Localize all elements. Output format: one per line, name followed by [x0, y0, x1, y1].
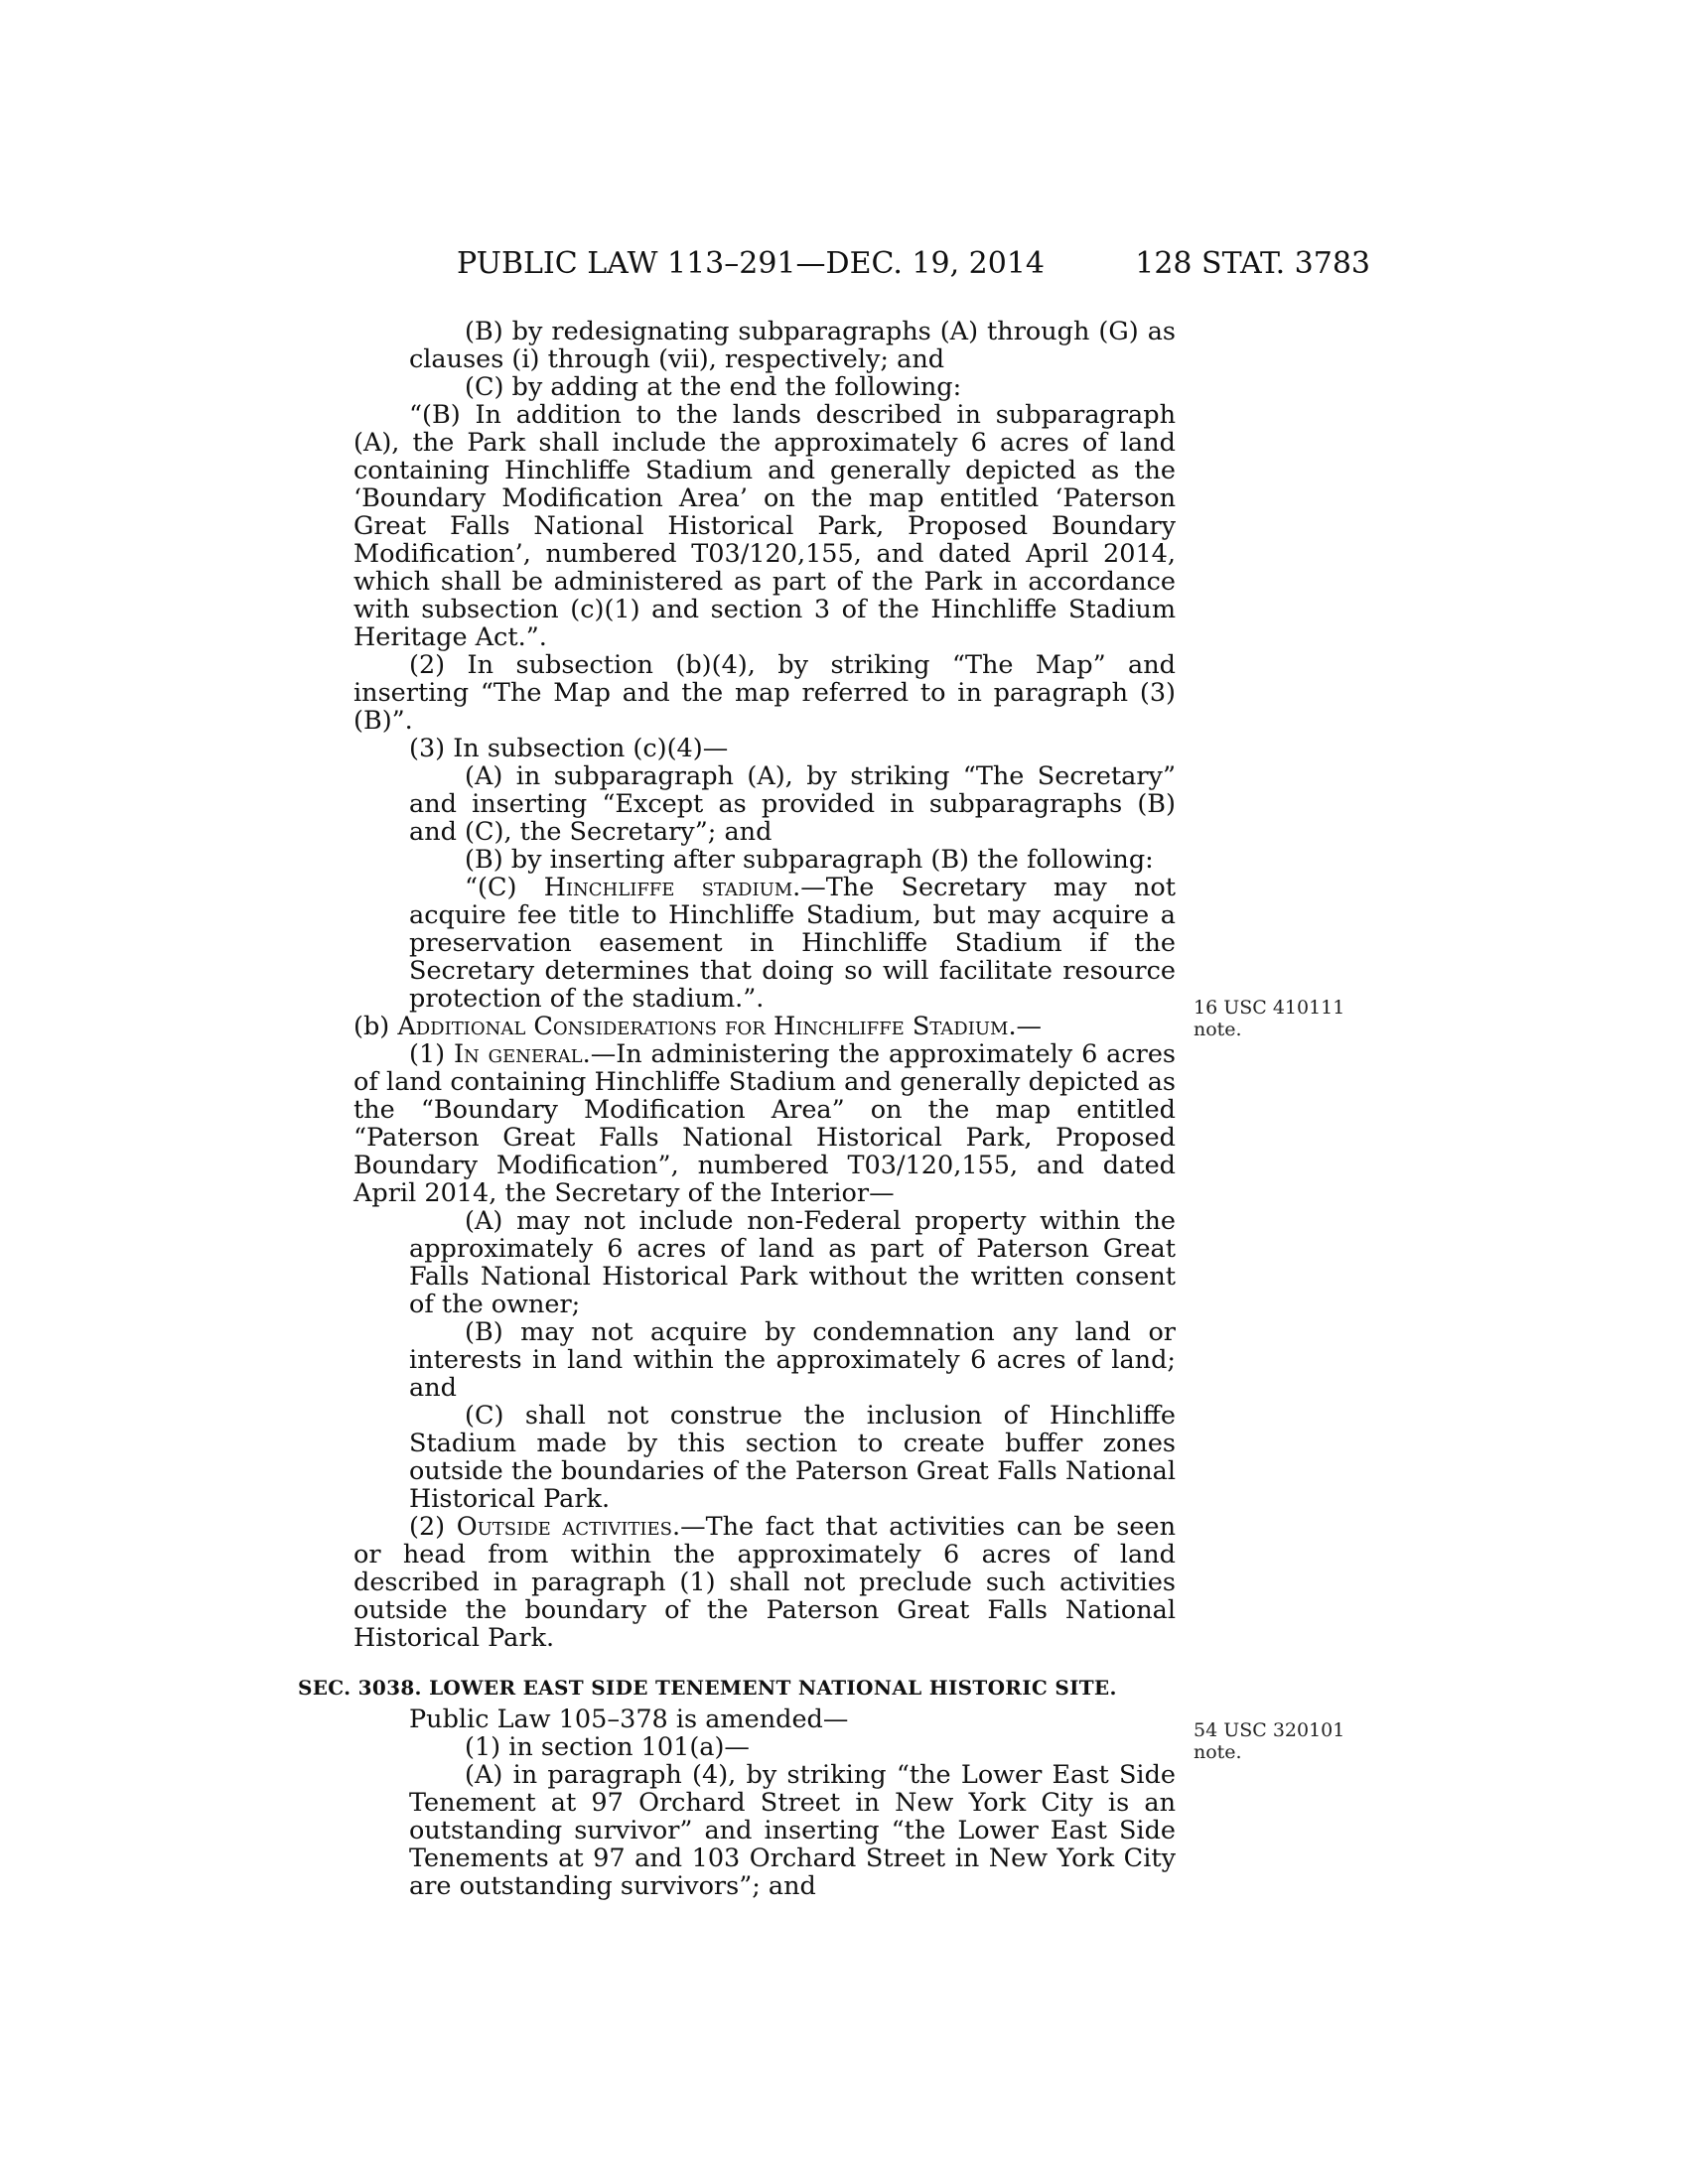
paragraph-c-adding: (C) by adding at the end the following: [465, 372, 962, 402]
paragraph-a-striking-secretary: (A) in subparagraph (A), by striking “The Secretary” and inserting “Except as provided in subparagraphs (B) and (C), the Secretary”; and [409, 761, 1176, 847]
paragraph-a-orchard-street: (A) in paragraph (4), by striking “the Lower East Side Tenement at 97 Orchard Street in New York City is an outstanding survivor” and inserting “the Lower East Side Tenements at 97 and 103 Orchard Street in New York City are outstanding survivors”; and [409, 1760, 1176, 1901]
statute-body [298, 317, 1177, 1901]
paragraph-b-inserting-after: (B) by inserting after subparagraph (B) the following: [465, 845, 1154, 875]
paragraph-b-redesignating: (B) by redesignating subparagraphs (A) through (G) as clauses (i) through (vii), respectively; and [409, 317, 1176, 374]
small-caps-heading: Outside activities [456, 1512, 672, 1542]
paragraph-2-subsection-b4: (2) In subsection (b)(4), by striking “The Map” and inserting “The Map and the map referred to in paragraph (3)(B)”. [353, 650, 1176, 736]
section-heading: SEC. 3038. LOWER EAST SIDE TENEMENT NATIONAL HISTORIC SITE. [298, 1676, 1117, 1700]
text-rest: .—The fact that activities can be seen or head from within the approximately 6 acres of land described in paragraph (1) shall not preclude such activities outside the boundary of the Paterson Great Falls National Historical Park. [353, 1512, 1176, 1653]
text-lead: (1) [409, 1039, 454, 1069]
paragraph-2-outside-activities [353, 1513, 1176, 1652]
running-header [457, 246, 1370, 286]
text-rest: .—In administering the approximately 6 acres of land containing Hinchliffe Stadium and generally depicted as the “Boundary Modification Area” on the map entitled “Paterson Great Falls National Historical Park, Proposed Boundary Modification”, numbered T03/120,155, and dated April 2014, the Secretary of the Interior— [353, 1039, 1177, 1208]
paragraph-quoted-b-lands: “(B) In addition to the lands described in subparagraph (A), the Park shall include the approximately 6 acres of land containing Hinchliffe Stadium and generally depicted as the ‘Boundary Modification Area’ on the map entitled ‘Paterson Great Falls National Historical Park, Proposed Boundary Modification’, numbered T03/120,155, and dated April 2014, which shall be administered as part of the Park in accordance with subsection (c)(1) and section 3 of the Hinchliffe Stadium Heritage Act.”. [353, 400, 1176, 652]
subsection-b-heading [353, 1013, 1176, 1040]
text-lead: “(C) [465, 873, 544, 902]
small-caps-heading: Additional Considerations for Hinchliffe Stadium [397, 1012, 1009, 1041]
paragraph-b-condemnation: (B) may not acquire by condemnation any land or interests in land within the approximately 6 acres of land; and [409, 1317, 1176, 1403]
small-caps-heading: Hinchliffe stadium [543, 873, 793, 902]
paragraph-1-section-101a: (1) in section 101(a)— [465, 1732, 750, 1762]
paragraph-a-non-federal: (A) may not include non-Federal property within the approximately 6 acres of land as part of Paterson Great Falls National Historical Park without the written consent of the owner; [409, 1206, 1176, 1319]
margin-note-usc-320101 [1194, 1719, 1352, 1763]
header-public-law: PUBLIC LAW 113–291—DEC. 19, 2014 [457, 246, 1046, 281]
header-statute-page: 128 STAT. 3783 [1135, 246, 1370, 281]
margin-note-usc-410111 [1194, 997, 1352, 1040]
paragraph-3-subsection-c4: (3) In subsection (c)(4)— [409, 734, 729, 763]
margin-note-label: note. [1194, 1019, 1242, 1040]
paragraph-public-law-amended: Public Law 105–378 is amended— [409, 1705, 849, 1734]
small-caps-heading: In general [453, 1039, 583, 1069]
text-rest: .—The Secretary may not acquire fee title to Hinchliffe Stadium, but may acquire a preservation easement in Hinchliffe Stadium if the Secretary determines that doing so will facilitate resource protection of the stadium.”. [409, 873, 1176, 1014]
margin-note-citation: 16 USC 410111 [1194, 997, 1345, 1019]
text-lead: (b) [353, 1012, 398, 1041]
margin-note-label: note. [1194, 1741, 1242, 1763]
text-lead: (2) [409, 1512, 457, 1542]
margin-note-citation: 54 USC 320101 [1194, 1719, 1345, 1741]
text-rest: .— [1008, 1012, 1043, 1041]
paragraph-1-in-general [353, 1040, 1176, 1207]
paragraph-quoted-c-hinchliffe [353, 874, 1176, 1013]
paragraph-c-buffer-zones: (C) shall not construe the inclusion of Hinchliffe Stadium made by this section to create buffer zones outside the boundaries of the Paterson Great Falls National Historical Park. [409, 1401, 1176, 1514]
